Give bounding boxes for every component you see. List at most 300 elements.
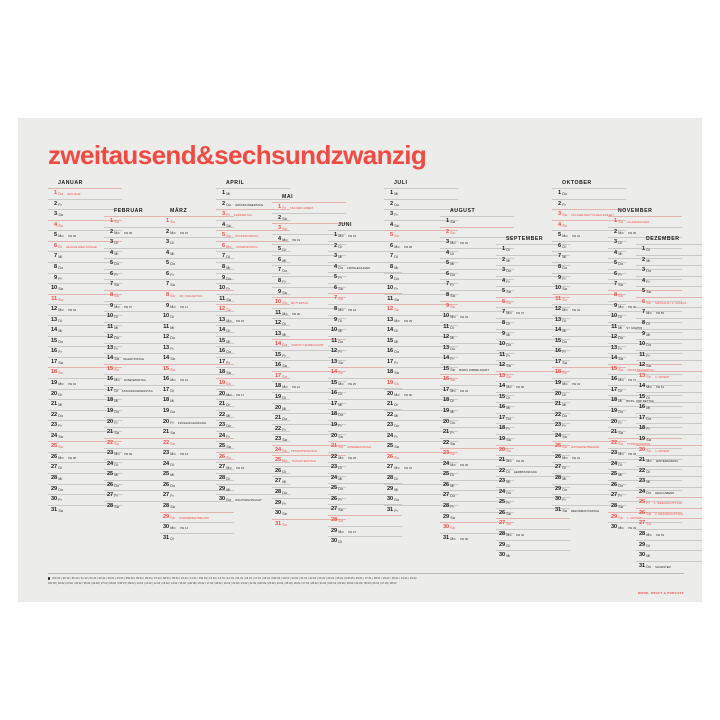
day-weekday: Mi (226, 413, 231, 418)
day-number: 11 (51, 295, 57, 302)
day-number: 21 (442, 429, 449, 436)
day-weekday: Di (282, 322, 286, 327)
day-note: KW 53 (655, 533, 665, 537)
day-number: 14 (330, 369, 337, 376)
day-number: 18 (274, 383, 281, 390)
day-weekday: Sa (646, 438, 651, 443)
day-number: 19 (610, 408, 617, 415)
day-row[interactable] (636, 413, 702, 424)
day-weekday: So (506, 448, 511, 453)
month-title: JUNI (338, 222, 353, 228)
day-weekday: Fr (618, 272, 622, 277)
day-number: 24 (330, 474, 337, 481)
day-weekday: So (226, 308, 231, 313)
day-number: 2 (53, 200, 57, 207)
day-number: 19 (442, 408, 449, 415)
day-weekday: Mo (562, 308, 568, 313)
day-number: 14 (554, 327, 561, 334)
day-number: 3 (277, 225, 281, 232)
day-note: WINTERZEITBEGINN (570, 446, 600, 450)
day-note: KW 27 (347, 530, 357, 534)
day-number: 26 (162, 481, 169, 488)
day-weekday: Mo (114, 304, 120, 309)
day-number: 21 (554, 401, 561, 408)
day-weekday: Fr (114, 420, 118, 425)
day-number: 15 (274, 351, 281, 358)
day-weekday: So (170, 367, 175, 372)
day-row[interactable] (636, 561, 702, 572)
day-weekday: Mi (450, 336, 455, 341)
day-row[interactable] (636, 445, 702, 456)
day-weekday: Di (338, 392, 342, 397)
day-weekday: Fr (282, 353, 286, 358)
day-note: KW 40 (515, 533, 525, 537)
day-weekday: Mi (394, 339, 399, 344)
day-weekday: Mo (618, 230, 624, 235)
footnote-text-1: KW 01 | 29.12 | 30.12 | 31.12 | 01.01 | 02.01 | 03.01 | 04.01 | KW 02 | 05.01 | 06.01 | 07.01 | 08.01 | 09.01 | 10.01 | 11.01 | KW 03 | 12.01 | 13.01 | 14.01 | 15.01 | 16.01 | 17.01 | 18.01 | KW 04 | 19.01 | 20.01 | 21.01 | 22.01 | 23.01 | 24.01 | 25.01 | KW 05 | 26.01 | 27.01 | 28.01 | 29.01 | 30.01 | 31.01 | 01.02 (52, 577, 417, 581)
day-number: 6 (333, 284, 337, 291)
day-weekday: Mo (646, 459, 652, 464)
day-row[interactable] (496, 550, 570, 561)
day-number: 8 (501, 320, 505, 327)
day-weekday: Fr (170, 420, 174, 425)
day-weekday: Sa (394, 371, 399, 376)
day-note: KW 49 (627, 527, 637, 531)
day-number: 11 (499, 351, 505, 358)
day-weekday: So (506, 374, 511, 379)
day-weekday: Sa (114, 357, 119, 362)
day-row[interactable] (496, 518, 570, 529)
day-row[interactable] (636, 497, 702, 508)
day-row[interactable] (636, 329, 702, 340)
day-row[interactable] (636, 244, 702, 255)
day-weekday: Mi (226, 487, 231, 492)
day-weekday: Mi (114, 399, 119, 404)
day-note: FASCHINGSDIENSTAG (122, 389, 153, 393)
day-number: 4 (277, 235, 281, 242)
footer-note-line-2: KW 06 | 02.02 | 03.02 | 04.02 | 05.02 | 06.02 | 07.02 | 08.02 | KW 07 | 09.02 | 10.02 | 11.02 | 12.02 | 13.02 | 14.02 | 15.02 | KW 08 | 16.02 | 17.02 | 18.02 | 19.02 | 20.02 | 21.02 | 22.02 | KW 09 | 23.02 | 24.02 | 25.02 | 26.02 | 27.02 | 28.02 | 01.03 | KW 10 | 02.03 | 03.03 | 04.03 | 05.03 | 06.03 | 07.03 | 08.03 (48, 581, 397, 585)
day-weekday: Mo (562, 382, 568, 387)
day-number: 31 (50, 506, 57, 513)
day-weekday: Sa (646, 364, 651, 369)
day-weekday: Fr (170, 494, 174, 499)
day-weekday: Mi (226, 266, 231, 271)
day-number: 29 (386, 485, 393, 492)
day-number: 24 (162, 460, 169, 467)
day-number: 2 (613, 228, 617, 235)
day-row[interactable] (384, 188, 458, 199)
day-row[interactable] (636, 371, 702, 382)
day-weekday: So (170, 220, 175, 225)
day-row[interactable] (636, 307, 702, 318)
day-weekday: So (394, 455, 399, 460)
day-row[interactable] (636, 508, 702, 519)
day-number: 23 (386, 422, 393, 429)
day-note: KW 48 (627, 453, 637, 457)
day-note: KW 26 (347, 456, 357, 460)
day-number: 16 (386, 348, 393, 355)
day-row[interactable] (636, 265, 702, 276)
day-number: 22 (106, 439, 113, 446)
day-number: 21 (106, 429, 113, 436)
day-weekday: Mo (646, 311, 652, 316)
day-weekday: Fr (170, 272, 174, 277)
day-number: 1 (501, 246, 505, 253)
day-number: 11 (611, 323, 617, 330)
day-weekday: Fr (282, 206, 286, 211)
day-number: 25 (162, 471, 169, 478)
day-note: 3. ADVENT (654, 375, 670, 379)
day-weekday: Sa (338, 360, 343, 365)
day-weekday: Mo (226, 466, 232, 471)
day-note: KW 38 (515, 386, 525, 390)
day-weekday: Mi (282, 332, 287, 337)
day-weekday: Do (114, 262, 120, 267)
day-note: 2. WEIHNACHTSTAG (654, 512, 683, 516)
day-weekday: Di (646, 469, 650, 474)
day-weekday: So (338, 297, 343, 302)
day-row[interactable] (328, 515, 402, 526)
day-number: 1 (641, 246, 645, 253)
day-note: FRÜHLINGSANFANG (178, 421, 207, 425)
day-weekday: Do (170, 483, 176, 488)
day-number: 24 (554, 432, 561, 439)
day-number: 2 (221, 200, 225, 207)
day-number: 27 (610, 492, 617, 499)
day-weekday: Fr (58, 276, 62, 281)
day-row[interactable] (496, 540, 570, 551)
day-number: 1 (445, 218, 449, 225)
day-note: KW 11 (179, 305, 188, 309)
day-weekday: So (450, 304, 455, 309)
day-weekday: Di (338, 466, 342, 471)
day-number: 4 (109, 249, 113, 256)
day-number: 5 (641, 288, 645, 295)
day-note: HEILIGABEND (655, 491, 675, 495)
day-number: 4 (333, 263, 337, 270)
day-row[interactable] (636, 540, 702, 551)
day-note: KW 32 (459, 242, 469, 246)
day-row[interactable] (636, 392, 702, 403)
day-number: 19 (106, 408, 113, 415)
day-weekday: Mi (114, 251, 119, 256)
day-weekday: Mo (226, 318, 232, 323)
day-weekday: Di (562, 392, 566, 397)
day-row[interactable] (636, 487, 702, 498)
day-row[interactable] (636, 434, 702, 445)
day-number: 15 (498, 393, 505, 400)
day-number: 14 (106, 355, 113, 362)
day-weekday: Di (646, 543, 650, 548)
day-number: 19 (274, 394, 281, 401)
day-note: INT. FRAUENTAG (178, 295, 203, 299)
day-weekday: Sa (282, 216, 287, 221)
day-weekday: Mo (506, 459, 512, 464)
day-row[interactable] (496, 529, 570, 540)
day-weekday: Mi (618, 251, 623, 256)
day-row[interactable] (272, 202, 346, 213)
day-weekday: Di (226, 403, 230, 408)
day-row[interactable] (636, 286, 702, 297)
day-note: SOMMERANFANG (346, 446, 372, 450)
month-title: OKTOBER (562, 180, 592, 186)
day-number: 12 (50, 306, 57, 313)
day-weekday: Mo (618, 378, 624, 383)
day-number: 25 (330, 485, 337, 492)
day-weekday: Do (170, 410, 176, 415)
day-weekday: Sa (114, 431, 119, 436)
day-note: KW 24 (347, 309, 357, 313)
day-note: FRONLEICHNAM (347, 266, 370, 270)
day-weekday: Sa (58, 434, 63, 439)
day-weekday: Mi (170, 251, 175, 256)
day-weekday: Mi (226, 339, 231, 344)
day-weekday: Mi (618, 325, 623, 330)
day-weekday: Fr (394, 508, 398, 513)
day-weekday: Mi (646, 406, 651, 411)
month-column-dezember (636, 236, 702, 571)
day-weekday: Do (282, 490, 288, 495)
day-number: 3 (501, 267, 505, 274)
day-number: 22 (610, 439, 617, 446)
day-number: 17 (554, 358, 561, 365)
day-weekday: Di (338, 318, 342, 323)
day-number: 25 (610, 471, 617, 478)
day-row[interactable] (636, 550, 702, 561)
day-number: 4 (641, 277, 645, 284)
day-row[interactable] (636, 297, 702, 308)
day-row[interactable] (328, 526, 402, 537)
day-weekday: Do (226, 202, 232, 207)
day-number: 9 (165, 302, 169, 309)
day-note: VOLKSTRAUERTAG (626, 368, 654, 372)
day-number: 17 (638, 414, 645, 421)
day-note: KW 28 (403, 245, 413, 249)
day-row[interactable] (636, 318, 702, 329)
day-weekday: Fr (282, 280, 286, 285)
day-number: 12 (162, 334, 169, 341)
day-note: KW 06 (123, 231, 133, 235)
day-weekday: Sa (338, 286, 343, 291)
day-number: 10 (218, 285, 225, 292)
day-number: 22 (386, 411, 393, 418)
day-number: 19 (330, 422, 337, 429)
day-weekday: Mi (646, 480, 651, 485)
day-note: KW 25 (347, 382, 357, 386)
day-weekday: Mo (282, 385, 288, 390)
day-weekday: Do (562, 192, 568, 197)
day-weekday: Fr (562, 424, 566, 429)
day-weekday: So (114, 220, 119, 225)
day-weekday: Do (562, 266, 568, 271)
day-weekday: Mo (506, 532, 512, 537)
day-weekday: Sa (226, 371, 231, 376)
day-weekday: Do (338, 339, 344, 344)
day-number: 17 (442, 386, 449, 393)
day-number: 10 (638, 341, 645, 348)
day-number: 30 (610, 524, 617, 531)
day-weekday: Fr (170, 346, 174, 351)
day-number: 8 (389, 264, 393, 271)
day-weekday: Di (618, 241, 622, 246)
day-weekday: Fr (282, 501, 286, 506)
day-row[interactable] (636, 276, 702, 287)
day-number: 8 (53, 264, 57, 271)
day-row[interactable] (636, 455, 702, 466)
day-weekday: Sa (562, 360, 567, 365)
day-weekday: Mi (450, 483, 455, 488)
day-weekday: So (338, 371, 343, 376)
day-number: 25 (274, 457, 281, 464)
day-weekday: Sa (506, 511, 511, 516)
day-number: 24 (386, 432, 393, 439)
day-weekday: So (618, 515, 623, 520)
day-weekday: Di (282, 248, 286, 253)
day-weekday: Fr (58, 350, 62, 355)
day-weekday: Do (394, 498, 400, 503)
day-note: KW 31 (403, 467, 413, 471)
day-number: 21 (386, 401, 393, 408)
day-weekday: Mo (394, 466, 400, 471)
day-weekday: Mi (506, 258, 511, 263)
day-note: KW 23 (347, 235, 357, 239)
day-number: 1 (557, 190, 561, 197)
day-number: 11 (639, 351, 645, 358)
day-weekday: Di (618, 388, 622, 393)
day-weekday: Mo (394, 244, 400, 249)
day-number: 27 (274, 478, 281, 485)
day-weekday: Sa (562, 508, 567, 513)
day-row[interactable] (552, 188, 626, 199)
day-note: CHRISTI HIMMELFAHRT (291, 344, 324, 348)
day-number: 9 (613, 302, 617, 309)
day-weekday: Sa (506, 438, 511, 443)
day-number: 13 (106, 344, 113, 351)
day-weekday: So (506, 522, 511, 527)
day-weekday: Fr (58, 498, 62, 503)
day-number: 29 (162, 513, 169, 520)
day-weekday: Do (58, 413, 64, 418)
day-weekday: Di (506, 248, 510, 253)
day-note: GRÜNDONNERSTAG (235, 203, 264, 207)
day-weekday: Do (394, 350, 400, 355)
day-row[interactable] (608, 216, 682, 227)
day-row[interactable] (440, 216, 514, 227)
day-note: WALPURGISNACHT (235, 499, 262, 503)
day-note: KW 02 (67, 235, 77, 239)
day-number: 29 (330, 527, 337, 534)
day-weekday: Fr (646, 353, 650, 358)
day-number: 8 (333, 306, 337, 313)
day-weekday: Fr (506, 427, 510, 432)
day-number: 22 (638, 467, 645, 474)
day-row[interactable] (636, 529, 702, 540)
day-weekday: So (282, 301, 287, 306)
day-weekday: Fr (394, 434, 398, 439)
day-row[interactable] (636, 423, 702, 434)
day-number: 24 (50, 432, 57, 439)
day-weekday: Di (226, 255, 230, 260)
day-number: 2 (641, 256, 645, 263)
day-number: 24 (218, 432, 225, 439)
day-note: NIKOLAUS / 2. ADVENT (654, 301, 687, 305)
day-weekday: Fr (618, 420, 622, 425)
brand-label: WORK, DRAFT & PODCAST (637, 591, 684, 595)
day-row[interactable] (160, 522, 234, 533)
day-number: 17 (106, 386, 113, 393)
day-number: 25 (638, 499, 645, 506)
day-note: KW 05 (67, 456, 77, 460)
day-number: 12 (442, 334, 449, 341)
day-number: 13 (162, 344, 169, 351)
day-row[interactable] (636, 360, 702, 371)
day-number: 15 (50, 337, 57, 344)
day-weekday: So (506, 300, 511, 305)
day-weekday: Sa (58, 287, 63, 292)
day-row[interactable] (160, 512, 234, 523)
day-number: 11 (555, 295, 561, 302)
day-number: 26 (50, 453, 57, 460)
day-number: 2 (389, 200, 393, 207)
day-weekday: Di (646, 395, 650, 400)
day-weekday: Mo (450, 536, 456, 541)
day-number: 16 (162, 376, 169, 383)
day-note: KW 16 (235, 319, 245, 323)
day-row[interactable] (636, 381, 702, 392)
day-number: 30 (274, 510, 281, 517)
day-weekday: Mi (114, 473, 119, 478)
day-number: 17 (218, 358, 225, 365)
day-row[interactable] (48, 188, 122, 199)
day-number: 7 (333, 295, 337, 302)
day-row[interactable] (636, 255, 702, 266)
day-number: 29 (638, 541, 645, 548)
day-weekday: Di (562, 318, 566, 323)
day-row[interactable] (636, 402, 702, 413)
day-row[interactable] (636, 350, 702, 361)
day-row[interactable] (160, 533, 234, 544)
day-weekday: Mi (338, 476, 343, 481)
day-number: 12 (218, 306, 225, 313)
day-row[interactable] (636, 339, 702, 350)
day-number: 18 (162, 397, 169, 404)
day-number: 28 (50, 474, 57, 481)
day-number: 27 (498, 520, 505, 527)
day-row[interactable] (636, 476, 702, 487)
day-number: 8 (613, 292, 617, 299)
day-number: 6 (557, 242, 561, 249)
day-weekday: Sa (282, 364, 287, 369)
day-row[interactable] (328, 536, 402, 547)
day-row[interactable] (636, 518, 702, 529)
day-number: 4 (53, 221, 57, 228)
day-number: 23 (162, 450, 169, 457)
day-number: 13 (330, 358, 337, 365)
day-weekday: Di (58, 244, 62, 249)
day-note: 4. ADVENT (654, 449, 670, 453)
day-number: 7 (389, 253, 393, 260)
day-weekday: Mi (338, 255, 343, 260)
day-weekday: Mi (394, 413, 399, 418)
day-note: KARFREITAG (234, 214, 252, 218)
day-note: KW 12 (179, 379, 189, 383)
day-weekday: Mi (450, 262, 455, 267)
day-weekday: Do (58, 192, 64, 197)
day-weekday: Do (114, 483, 120, 488)
day-number: 27 (218, 464, 225, 471)
day-weekday: Mi (506, 554, 511, 559)
day-row[interactable] (636, 466, 702, 477)
